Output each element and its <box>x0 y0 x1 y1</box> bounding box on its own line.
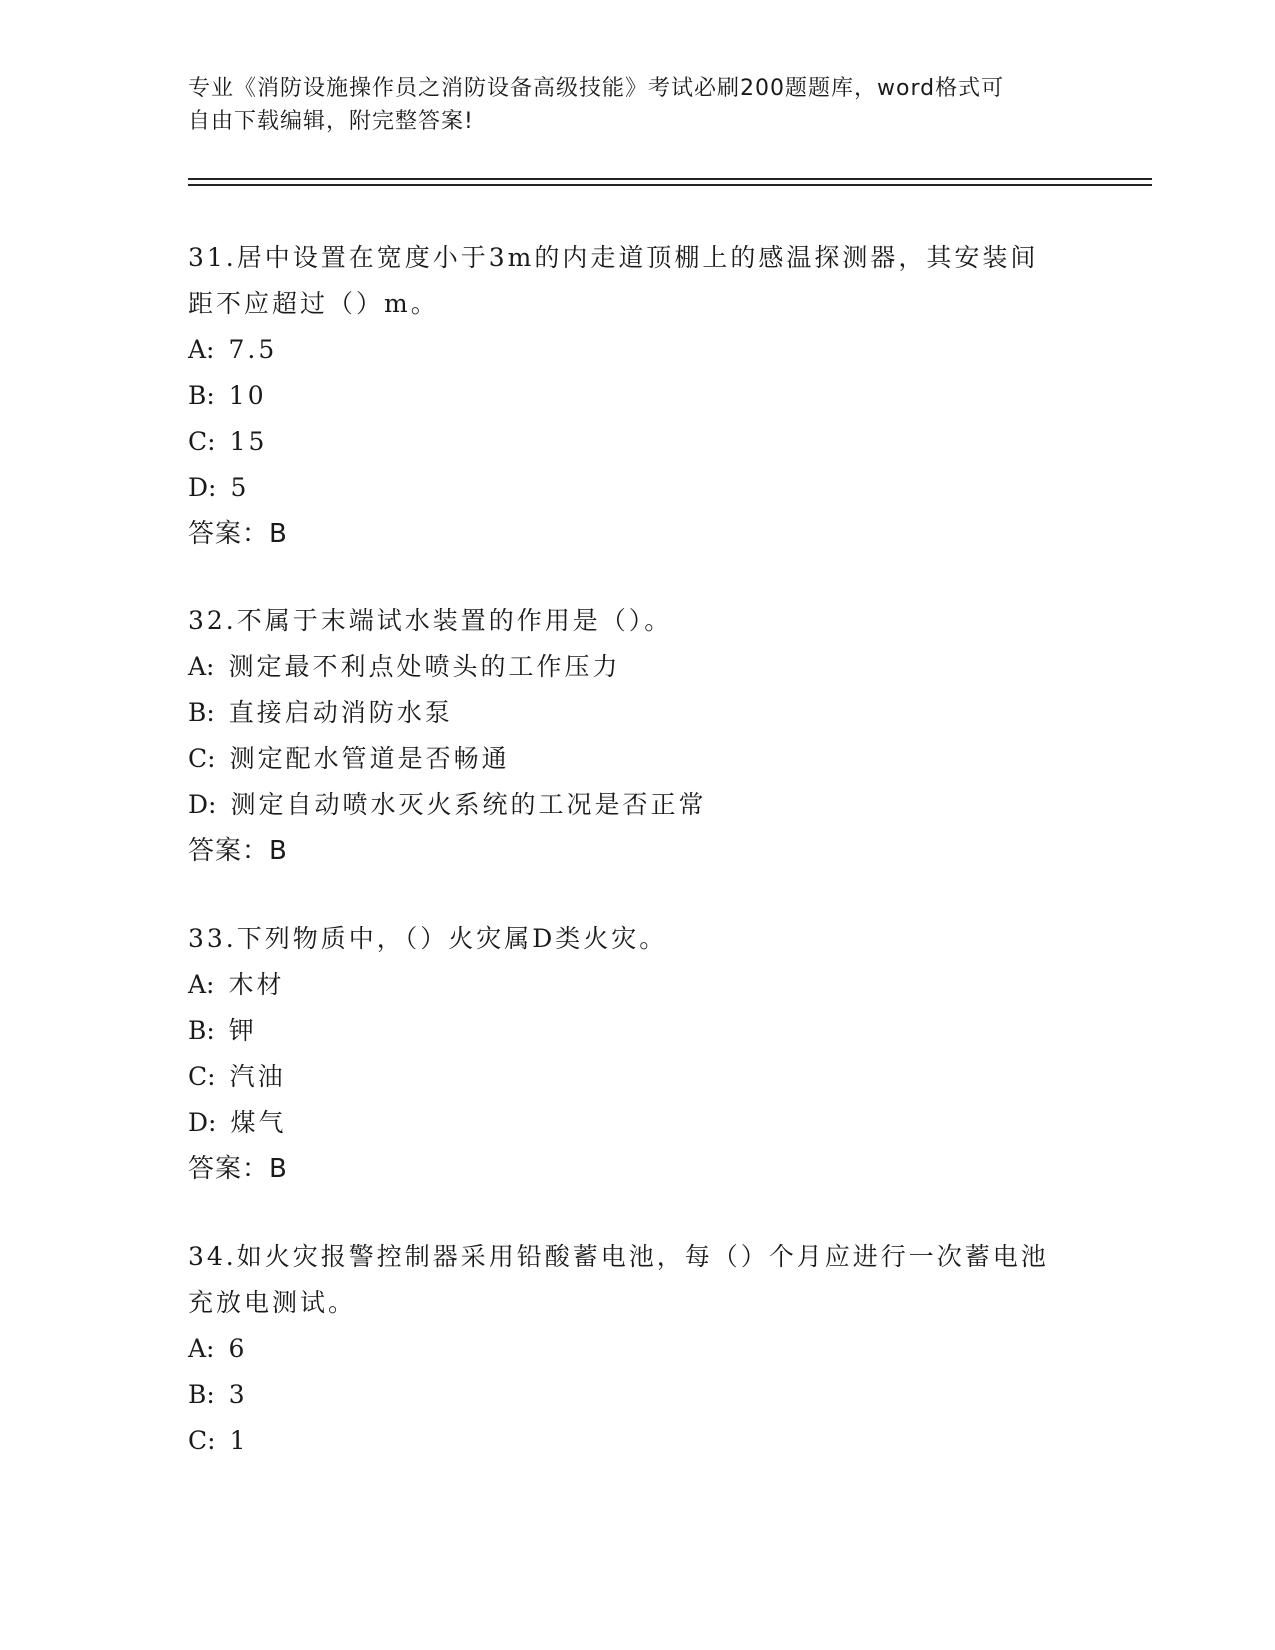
option-key: C: <box>188 1426 216 1455</box>
option-text: 7.5 <box>228 335 278 364</box>
option-c <box>188 1418 1108 1464</box>
question-32 <box>188 598 1108 874</box>
question-stem: 距不应超过（）m。 <box>188 289 439 318</box>
question-stem: 32.不属于末端试水装置的作用是（）。 <box>188 606 673 635</box>
option-text: 测定最不利点处喷头的工作压力 <box>228 652 621 681</box>
option-key: B: <box>188 698 215 727</box>
option-key: D: <box>188 473 217 502</box>
question-stem: 31.居中设置在宽度小于3m的内走道顶棚上的感温探测器，其安装间 <box>188 243 1039 272</box>
header-divider-top <box>188 178 1152 180</box>
option-text: 木材 <box>228 970 285 999</box>
option-text: 直接启动消防水泵 <box>228 698 453 727</box>
option-text: 测定配水管道是否畅通 <box>229 744 510 773</box>
document-header <box>188 72 1088 138</box>
option-key: A: <box>188 335 215 364</box>
header-line-2: 自由下载编辑，附完整答案! <box>188 109 474 134</box>
option-text: 测定自动喷水灭火系统的工况是否正常 <box>230 790 707 819</box>
option-text: 1 <box>229 1426 249 1455</box>
option-d <box>188 465 1108 511</box>
option-a <box>188 1326 1108 1372</box>
question-33 <box>188 916 1108 1192</box>
option-text: 5 <box>230 473 250 502</box>
option-c <box>188 1054 1108 1100</box>
option-text: 10 <box>228 381 267 410</box>
option-text: 6 <box>228 1334 248 1363</box>
option-key: B: <box>188 381 215 410</box>
option-a <box>188 962 1108 1008</box>
option-a <box>188 327 1108 373</box>
answer-label: 答案：B <box>188 1154 288 1184</box>
header-divider-bottom <box>188 184 1152 186</box>
answer-label: 答案：B <box>188 519 288 549</box>
question-34 <box>188 1234 1108 1464</box>
question-stem: 33.下列物质中，（）火灾属D类火灾。 <box>188 924 668 953</box>
option-text: 煤气 <box>230 1108 287 1137</box>
option-b <box>188 1008 1108 1054</box>
header-line-1: 专业《消防设施操作员之消防设备高级技能》考试必刷200题题库，word格式可 <box>188 76 1005 101</box>
option-key: C: <box>188 744 216 773</box>
question-stem: 充放电测试。 <box>188 1288 357 1317</box>
option-key: A: <box>188 970 215 999</box>
option-key: B: <box>188 1016 215 1045</box>
option-d <box>188 782 1108 828</box>
option-text: 3 <box>228 1380 248 1409</box>
option-key: A: <box>188 652 215 681</box>
question-stem: 34.如火灾报警控制器采用铅酸蓄电池，每（）个月应进行一次蓄电池 <box>188 1242 1049 1271</box>
option-c <box>188 736 1108 782</box>
option-text: 15 <box>229 427 268 456</box>
option-d <box>188 1100 1108 1146</box>
option-key: D: <box>188 790 217 819</box>
option-b <box>188 690 1108 736</box>
option-key: A: <box>188 1334 215 1363</box>
option-key: C: <box>188 1062 216 1091</box>
option-key: B: <box>188 1380 215 1409</box>
option-a <box>188 644 1108 690</box>
option-key: C: <box>188 427 216 456</box>
option-text: 汽油 <box>229 1062 286 1091</box>
option-text: 钾 <box>228 1016 257 1045</box>
answer-label: 答案：B <box>188 836 288 866</box>
option-key: D: <box>188 1108 217 1137</box>
option-b <box>188 1372 1108 1418</box>
option-b <box>188 373 1108 419</box>
option-c <box>188 419 1108 465</box>
question-31 <box>188 235 1108 557</box>
